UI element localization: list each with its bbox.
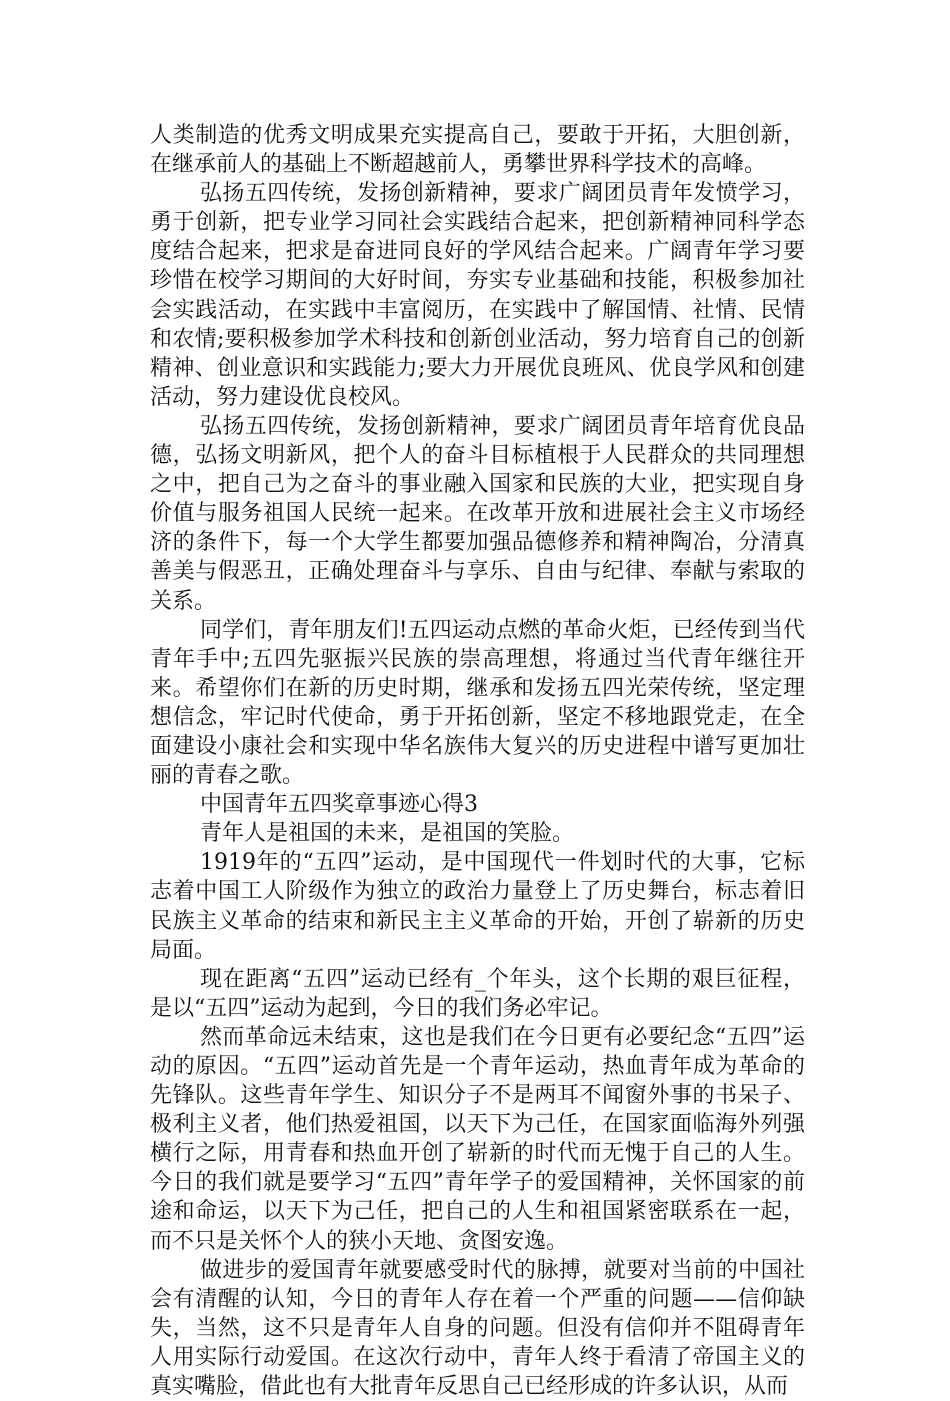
paragraph-6: 青年人是祖国的未来，是祖国的笑脸。 bbox=[200, 821, 575, 847]
paragraph-3: 弘扬五四传统，发扬创新精神，要求广阔团员青年培育优良品德，弘扬文明新风，把个人的奋斗目标植根于人民群众的共同理想之中，把自己为之奋斗的事业融入国家和民族的大业，把实现自身价值与服务祖国人民统一起来。在改革开放和进展社会主义市场经济的条件下，每一个大学生都要加强品德修养和精神陶冶，分清真善美与假恶丑，正确处理奋斗与享乐、自由与纪律、奉献与索取的关系。 bbox=[150, 413, 805, 614]
paragraph-7: 1919年的“五四”运动，是中国现代一件划时代的大事，它标志着中国工人阶级作为独立的政治力量登上了历史舞台，标志着旧民族主义革命的结束和新民主主义革命的开始，开创了崭新的历史局面。 bbox=[150, 850, 805, 963]
section-heading: 中国青年五四奖章事迹心得3 bbox=[200, 792, 478, 818]
paragraph-1: 人类制造的优秀文明成果充实提高自己，要敢于开拓，大胆创新，在继承前人的基础上不断超越前人，勇攀世界科学技术的高峰。 bbox=[150, 123, 805, 178]
paragraph-8: 现在距离“五四”运动已经有_个年头，这个长期的艰巨征程，是以“五四”运动为起到，今日的我们务必牢记。 bbox=[150, 966, 805, 1021]
paragraph-2: 弘扬五四传统，发扬创新精神，要求广阔团员青年发愤学习，勇于创新，把专业学习同社会实践结合起来，把创新精神同科学态度结合起来，把求是奋进同良好的学风结合起来。广阔青年学习要珍惜在校学习期间的大好时间，夯实专业基础和技能，积极参加社会实践活动，在实践中丰富阅历，在实践中了解国情、社情、民情和农情;要积极参加学术科技和创新创业活动，努力培育自己的创新精神、创业意识和实践能力;要大力开展优良班风、优良学风和创建活动，努力建设优良校风。 bbox=[150, 181, 805, 410]
paragraph-4: 同学们，青年朋友们!五四运动点燃的革命火炬，已经传到当代青年手中;五四先驱振兴民族的崇高理想，将通过当代青年继往开来。希望你们在新的历史时期，继承和发扬五四光荣传统，坚定理想信念，牢记时代使命，勇于开拓创新，坚定不移地跟党走，在全面建设小康社会和实现中华名族伟大复兴的历史进程中谱写更加壮丽的青春之歌。 bbox=[150, 617, 805, 789]
paragraph-9: 然而革命远未结束，这也是我们在今日更有必要纪念“五四”运动的原因。“五四”运动首先是一个青年运动，热血青年成为革命的先锋队。这些青年学生、知识分子不是两耳不闻窗外事的书呆子、极利主义者，他们热爱祖国，以天下为己任，在国家面临海外列强横行之际，用青春和热血开创了崭新的时代而无愧于自己的人生。今日的我们就是要学习“五四”青年学子的爱国精神，关怀国家的前途和命运，以天下为己任，把自己的人生和祖国紧密联系在一起，而不只是关怀个人的狭小天地、贪图安逸。 bbox=[150, 1024, 805, 1254]
paragraph-10: 做进步的爱国青年就要感受时代的脉搏，就要对当前的中国社会有清醒的认知，今日的青年人存在着一个严重的问题——信仰缺失，当然，这不只是青年人自身的问题。但没有信仰并不阻碍青年人用实际行动爱国。在这次行动中，青年人终于看清了帝国主义的真实嘴脸，借此也有大批青年反思自己已经形成的许多认识，从而 bbox=[150, 1257, 805, 1400]
document-body bbox=[150, 121, 805, 1401]
